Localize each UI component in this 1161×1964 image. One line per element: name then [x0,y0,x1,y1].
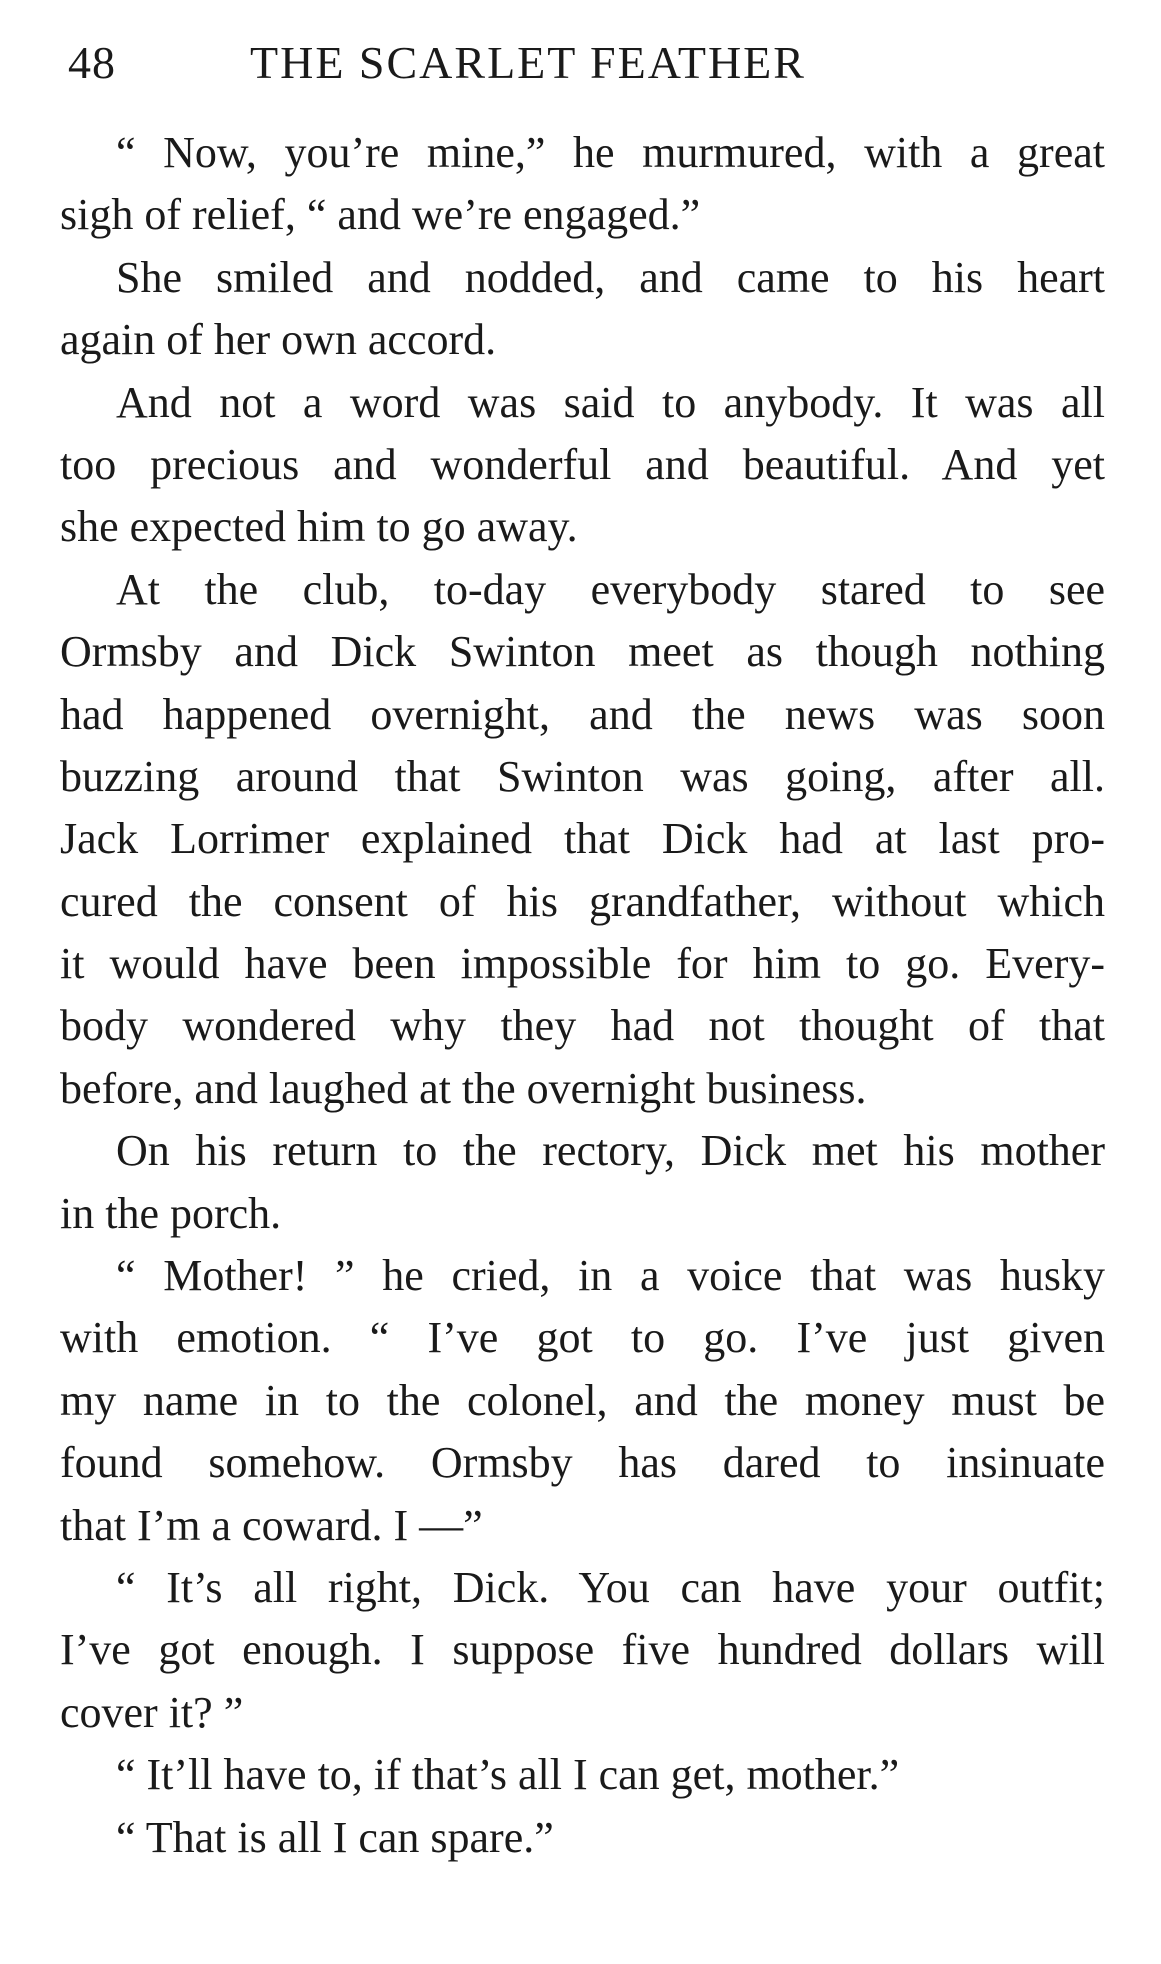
text-line: found somehow. Ormsby has dared to insinuate [60,1438,1105,1488]
text-line: with emotion. “ I’ve got to go. I’ve just given [60,1313,1105,1363]
text-line: cured the consent of his grandfather, without which [60,876,1105,926]
page-header [0,22,1161,92]
text-line: At the club, to-day everybody stared to see [116,564,1105,614]
running-title: THE SCARLET FEATHER [250,37,806,88]
body-text [60,122,1105,1869]
text-line: She smiled and nodded, and came to his heart [116,252,1105,302]
text-line: my name in to the colonel, and the money must be [60,1375,1105,1425]
text-line: body wondered why they had not thought of that [60,1001,1105,1051]
text-line: “ Now, you’re mine,” he murmured, with a great [116,128,1105,177]
text-line: “ Mother! ” he cried, in a voice that was husky [116,1251,1105,1301]
text-line: before, and laughed at the overnight business. [60,1063,867,1113]
text-line: sigh of relief, “ and we’re engaged.” [60,190,701,240]
text-line: And not a word was said to anybody. It was all [116,377,1105,427]
text-line: I’ve got enough. I suppose five hundred dollars will [60,1625,1105,1675]
page-number: 48 [68,37,116,88]
text-line: that I’m a coward. I —” [60,1500,483,1550]
text-line: “ That is all I can spare.” [116,1812,554,1862]
text-line: she expected him to go away. [60,502,578,552]
text-line: “ It’ll have to, if that’s all I can get, mother.” [116,1750,900,1800]
text-line: again of her own accord. [60,315,497,365]
text-line: too precious and wonderful and beautiful. And yet [60,439,1105,489]
text-line: in the porch. [60,1188,282,1238]
text-line: buzzing around that Swinton was going, after all. [60,751,1105,801]
text-line: Ormsby and Dick Swinton meet as though nothing [60,627,1105,677]
text-line: had happened overnight, and the news was soon [60,689,1105,739]
text-line: it would have been impossible for him to go. Every- [60,939,1105,989]
text-line: On his return to the rectory, Dick met his mother [116,1126,1105,1176]
text-line: “ It’s all right, Dick. You can have your outfit; [116,1562,1105,1612]
text-line: cover it? ” [60,1687,244,1737]
text-line: Jack Lorrimer explained that Dick had at last pro- [60,814,1105,864]
